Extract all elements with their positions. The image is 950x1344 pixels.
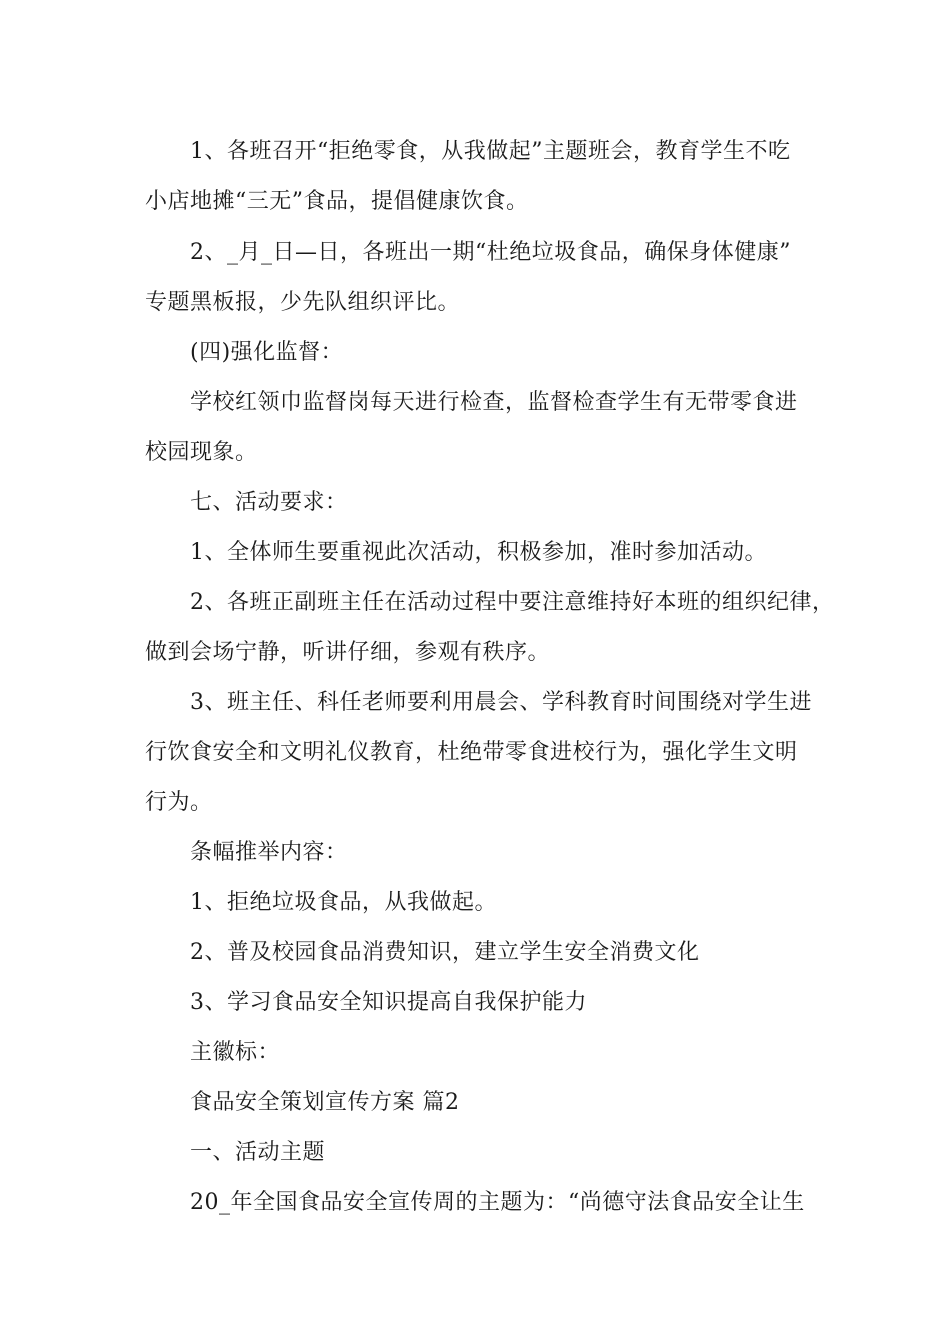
paragraph-line: 3、班主任、科任老师要利用晨会、学科教育时间围绕对学生进 xyxy=(190,690,812,715)
paragraph-line: 2、_月_日—日，各班出一期“杜绝垃圾食品，确保身体健康” xyxy=(190,240,791,265)
section-heading: 一、活动主题 xyxy=(190,1140,326,1165)
paragraph-line: 做到会场宁静，听讲仔细，参观有秩序。 xyxy=(145,640,551,665)
section-heading: 主徽标： xyxy=(190,1040,281,1065)
section-heading: 条幅推举内容： xyxy=(190,840,348,865)
paragraph-line: 小店地摊“三无”食品，提倡健康饮食。 xyxy=(145,189,529,214)
paragraph-line: 1、各班召开“拒绝零食，从我做起”主题班会，教育学生不吃 xyxy=(190,139,791,164)
section-heading: 七、活动要求： xyxy=(190,490,348,515)
paragraph-line: 专题黑板报，少先队组织评比。 xyxy=(145,290,461,315)
list-item: 2、普及校园食品消费知识，建立学生安全消费文化 xyxy=(190,940,700,965)
paragraph-line: 2、各班正副班主任在活动过程中要注意维持好本班的组织纪律， xyxy=(190,590,835,615)
document-title: 食品安全策划宣传方案 篇2 xyxy=(190,1090,460,1115)
paragraph-line: 1、全体师生要重视此次活动，积极参加，准时参加活动。 xyxy=(190,540,767,565)
paragraph-line: 校园现象。 xyxy=(145,440,258,465)
paragraph-line: 行饮食安全和文明礼仪教育，杜绝带零食进校行为，强化学生文明 xyxy=(145,740,798,765)
paragraph-line: 20_年全国食品安全宣传周的主题为：“尚德守法食品安全让生 xyxy=(190,1190,805,1215)
list-item: 1、拒绝垃圾食品，从我做起。 xyxy=(190,890,497,915)
paragraph-line: 行为。 xyxy=(145,790,213,815)
list-item: 3、学习食品安全知识提高自我保护能力 xyxy=(190,990,587,1015)
section-heading: (四)强化监督： xyxy=(190,340,344,365)
paragraph-line: 学校红领巾监督岗每天进行检查，监督检查学生有无带零食进 xyxy=(190,390,798,415)
